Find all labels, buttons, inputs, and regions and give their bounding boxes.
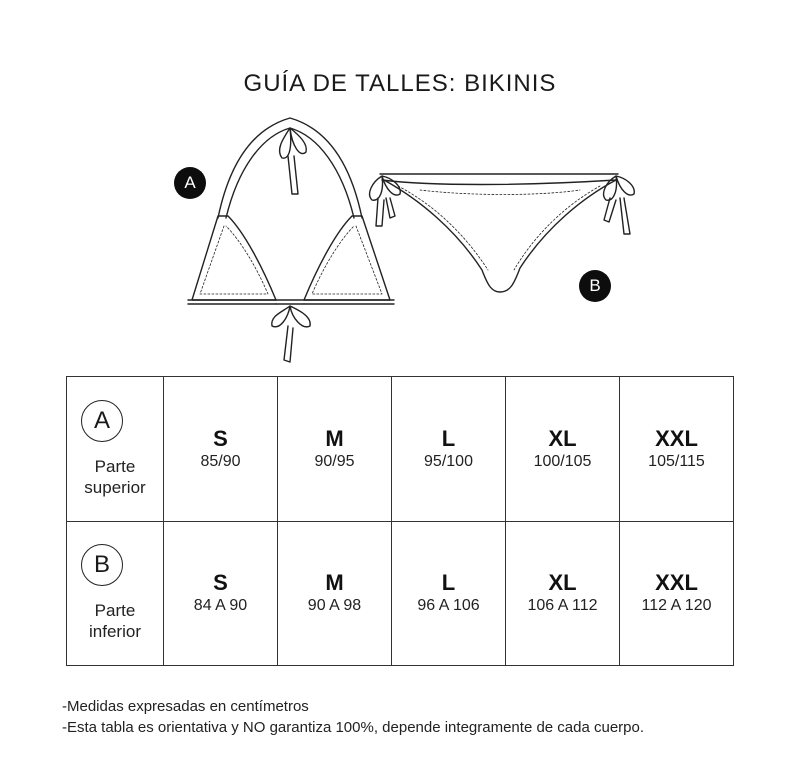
size-cell (164, 377, 278, 522)
size-range: 90/95 (314, 452, 355, 470)
row-letter-badge: A (81, 400, 123, 442)
row-label (67, 600, 163, 642)
size-name: S (213, 425, 228, 451)
footnote-line: -Esta tabla es orientativa y NO garantiza 100%, depende integramente de cada cuerpo. (62, 719, 645, 736)
size-name: M (325, 425, 344, 451)
marker-a-badge: A (174, 167, 206, 199)
row-label-line: Parte (94, 456, 136, 476)
size-range: 100/105 (533, 452, 592, 470)
row-label-line: superior (84, 477, 146, 497)
size-range: 95/100 (424, 452, 473, 470)
size-cell (506, 377, 620, 522)
row-label-cell (67, 521, 164, 666)
size-cell (278, 377, 392, 522)
bikini-top-illustration (188, 118, 394, 362)
footnote-line: -Medidas expresadas en centímetros (62, 698, 309, 715)
size-name: M (325, 570, 344, 596)
table-row (67, 377, 734, 522)
size-cell (278, 521, 392, 666)
row-label-line: Parte (94, 601, 136, 621)
size-name: S (213, 570, 228, 596)
bikini-illustrations (0, 0, 800, 370)
size-cell (164, 521, 278, 666)
size-name: XL (548, 425, 577, 451)
size-range: 84 A 90 (193, 597, 248, 615)
size-range: 96 A 106 (417, 597, 480, 615)
size-range: 105/115 (648, 452, 705, 470)
size-cell (620, 521, 734, 666)
row-label-line: inferior (89, 622, 141, 642)
size-name: XXL (655, 570, 698, 596)
size-table (66, 376, 734, 666)
size-cell (506, 521, 620, 666)
footnotes (62, 696, 644, 738)
size-cell (392, 377, 506, 522)
row-letter-badge: B (81, 544, 123, 586)
size-name: XL (548, 570, 577, 596)
size-cell (392, 521, 506, 666)
size-range: 112 A 120 (641, 597, 712, 615)
size-name: XXL (655, 425, 698, 451)
size-range: 106 A 112 (527, 597, 598, 615)
size-name: L (441, 425, 456, 451)
size-name: L (441, 570, 456, 596)
size-range: 85/90 (200, 452, 241, 470)
marker-b-badge: B (579, 270, 611, 302)
table-row (67, 521, 734, 666)
row-label-cell (67, 377, 164, 522)
size-cell (620, 377, 734, 522)
bikini-drawing (0, 0, 800, 370)
row-label (67, 456, 163, 498)
size-range: 90 A 98 (307, 597, 362, 615)
page-title: GUÍA DE TALLES: BIKINIS (243, 70, 557, 97)
